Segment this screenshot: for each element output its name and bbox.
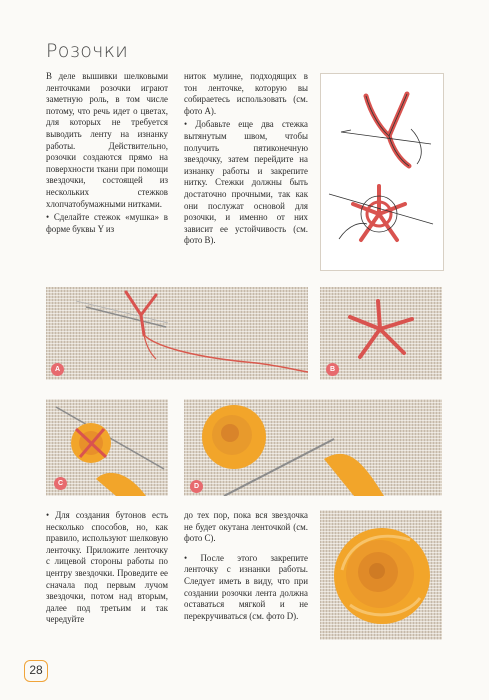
photo-b xyxy=(320,287,442,380)
photo-d xyxy=(184,399,442,496)
photo-label-b: B xyxy=(326,363,339,376)
paragraph-buds: • Для создания бутонов есть несколько способов, но, как правило, используют шелковую ленточку. Приложите ленточку с лицевой стороны работы по центру звездочки. Проведите ее сначала под первым лучом звездочки, потом над вторым, далее под третьим и так чередуйте xyxy=(46,510,168,625)
text-column-1 xyxy=(46,71,168,237)
photo-a xyxy=(46,287,308,380)
paragraph-intro: В деле вышивки шелковыми ленточками розочки играют заметную роль, в том числе потому, что речь идет о цветах, для которых не требуется выводить ленту на изнанку работы. Действительно, розочки создаются прямо на поверхности ткани при помощи звездочки, состоящей из нескольких стежков хлопчатобумажными нитками. xyxy=(46,71,168,209)
photo-label-a: A xyxy=(51,363,64,376)
paragraph-photo-d: • После этого закрепите ленточку с изнанки работы. Следует иметь в виду, что при создании розочки лента должна оставаться мягкой и не перекручиваться (см. фото D). xyxy=(184,552,308,621)
photo-rose-drawing xyxy=(320,510,442,640)
text-column-3 xyxy=(46,510,168,628)
diagram-drawing xyxy=(321,74,443,270)
photo-d-drawing xyxy=(184,399,442,496)
text-column-2 xyxy=(184,71,308,249)
photo-label-c: C xyxy=(54,477,67,490)
photo-a-drawing xyxy=(46,287,308,380)
stitch-diagram xyxy=(320,73,444,271)
photo-c xyxy=(46,399,168,496)
text-column-4 xyxy=(184,510,308,624)
paragraph-photo-a: ниток мулине, подходящих в тон ленточке, которую вы собираетесь использовать (см. фото А). xyxy=(184,71,308,116)
paragraph-photo-c: до тех пор, пока вся звездочка не будет окутана ленточкой (см. фото С). xyxy=(184,510,308,544)
page-title: Розочки xyxy=(46,40,129,62)
photo-label-d: D xyxy=(190,480,203,493)
paragraph-photo-b: • Добавьте еще два стежка вытянутым швом, чтобы получить пятиконечную звездочку, затем перейдите на изнанку работы и закрепите нитку. Стежки должны быть достаточно прочными, так как они послужат основой для розочки, и именно от них зависит ее устойчивость (см. фото В). xyxy=(184,119,308,246)
paragraph-step-y: • Сделайте стежок «мушка» в форме буквы Y из xyxy=(46,212,168,234)
page-number: 28 xyxy=(29,663,43,677)
photo-rose xyxy=(320,510,442,640)
